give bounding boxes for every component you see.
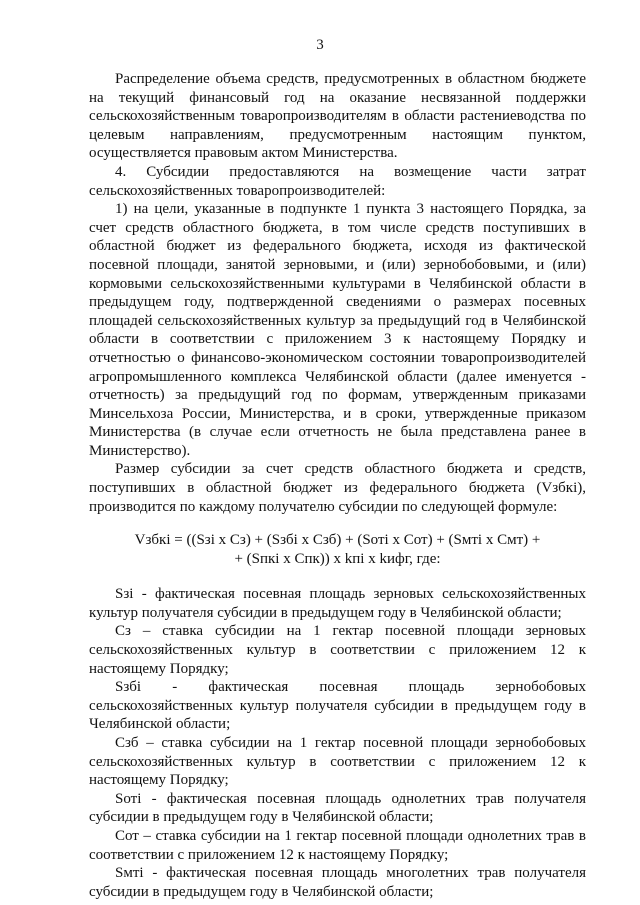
definition-item: Sотi - фактическая посевная площадь однолетних трав получателя субсидии в предыдущем году в Челябинской области; — [89, 790, 586, 826]
document-body — [89, 70, 586, 901]
page-number: 3 — [316, 37, 324, 53]
formula-line-1: Vзбкi = ((Sзi х Сз) + (Sзбi х Сзб) + (Sотi х Сот) + (Sмтi х Смт) + — [134, 532, 541, 549]
paragraph-item-4: 4. Субсидии предоставляются на возмещение части затрат сельскохозяйственных товаропроизводителей: — [89, 163, 586, 199]
definition-item: Сот – ставка субсидии на 1 гектар посевной площади однолетних трав в соответствии с приложением 12 к настоящему Порядку; — [89, 827, 586, 863]
definition-item: Sмтi - фактическая посевная площадь многолетних трав получателя субсидии в предыдущем году в Челябинской области; — [89, 865, 586, 900]
paragraph-subsidy-size: Размер субсидии за счет средств областного бюджета и средств, поступивших в областной бюджет из федерального бюджета (Vзбкi), производится по каждому получателю субсидии по следующей формуле: — [89, 461, 586, 515]
formula-line-2: + (Sпкi х Спк)) х kпi х kифг, где: — [234, 551, 441, 568]
definition-item: Sзi - фактическая посевная площадь зерновых сельскохозяйственных культур получателя субсидии в предыдущем году в Челябинской области; — [89, 586, 586, 621]
definition-item: Сзб – ставка субсидии на 1 гектар посевной площади зернобобовых сельскохозяйственных культур в соответствии с приложением 12 к настоящему Порядку; — [89, 735, 586, 789]
definition-item: Sзбi - фактическая посевная площадь зернобобовых сельскохозяйственных культур получателя субсидии в предыдущем году в Челябинской области; — [89, 679, 586, 733]
subsidy-formula — [89, 531, 586, 569]
definition-item: Сз – ставка субсидии на 1 гектар посевной площади зерновых сельскохозяйственных культур в соответствии с приложением 12 к настоящему Порядку; — [89, 623, 586, 677]
paragraph-distribution: Распределение объема средств, предусмотренных в областном бюджете на текущий финансовый год на оказание несвязанной поддержки сельскохозяйственным товаропроизводителям в области растениеводства по целевым направлениям, предусмотренным настоящим пунктом, осуществляется правовым актом Министерства. — [89, 71, 586, 162]
paragraph-subitem-1: 1) на цели, указанные в подпункте 1 пункта 3 настоящего Порядка, за счет средств областного бюджета, в том числе средств поступивших в областной бюджет из федерального бюджета, исходя из фактической посевной площади, занятой зерновыми, и (или) зернобобовыми, и (или) кормовыми сельскохозяйственными культурами в Челябинской области в предыдущем году, подтвержденной сведениями о размерах посевных площадей сельскохозяйственных культур за предыдущий год в Челябинской области в соответствии с приложением 3 к настоящему Порядку и отчетностью о финансово-экономическом состоянии товаропроизводителей агропромышленного комплекса Челябинской области (далее именуется - отчетность) за предыдущий год по формам, утвержденным приказами Минсельхоза России, Министерства, и в сроки, утвержденные приказом Министерства (в случае если отчетность не была представлена ранее в Министерство). — [89, 201, 586, 459]
